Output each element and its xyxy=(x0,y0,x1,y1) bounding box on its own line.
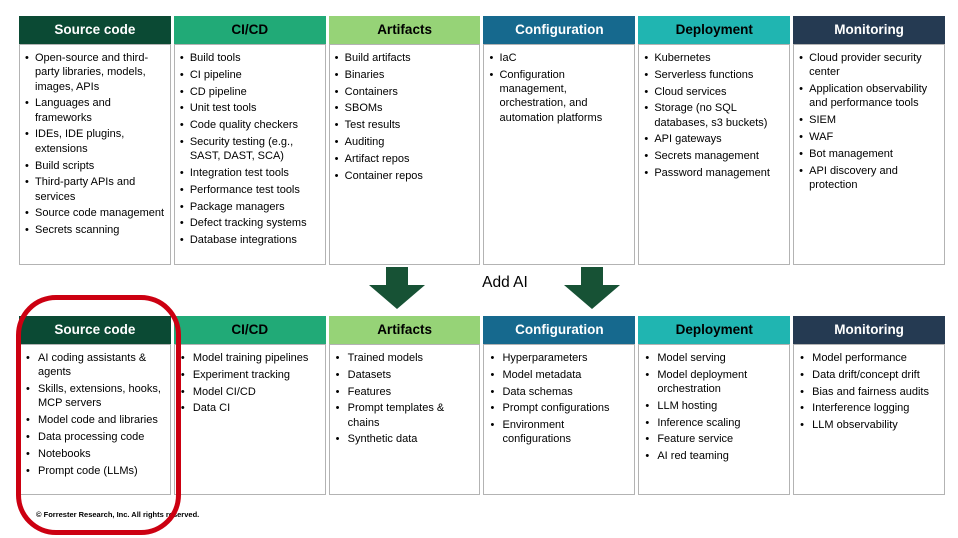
list-item: • Build tools xyxy=(178,51,323,65)
list-item: • Defect tracking systems xyxy=(178,216,323,230)
list-item: • Model code and libraries xyxy=(23,413,168,427)
list-item: • API discovery and protection xyxy=(797,164,942,193)
list-item: • Notebooks xyxy=(23,447,168,461)
list-item: • Languages and frameworks xyxy=(23,96,168,125)
column-bottom-configuration xyxy=(483,316,635,495)
column-top-deployment xyxy=(638,16,790,265)
list-item: • Trained models xyxy=(333,351,478,365)
list-item: • Storage (no SQL databases, s3 buckets) xyxy=(642,101,787,130)
list-item: • Secrets management xyxy=(642,149,787,163)
list-item: • API gateways xyxy=(642,132,787,146)
list-item: • Build artifacts xyxy=(333,51,478,65)
column-bottom-monitoring xyxy=(793,316,945,495)
list-item: • Database integrations xyxy=(178,233,323,247)
list-item: • LLM observability xyxy=(797,418,942,432)
list-item: • Containers xyxy=(333,85,478,99)
column-top-source-code xyxy=(19,16,171,265)
item-list xyxy=(174,344,326,495)
list-item: • Bot management xyxy=(797,147,942,161)
list-item: • WAF xyxy=(797,130,942,144)
list-item: • Interference logging xyxy=(797,401,942,415)
item-list xyxy=(329,44,481,265)
column-bottom-cicd xyxy=(174,316,326,495)
list-item: • Unit test tools xyxy=(178,101,323,115)
item-list xyxy=(19,344,171,495)
item-list xyxy=(483,44,635,265)
item-list xyxy=(638,344,790,495)
list-item: • Performance test tools xyxy=(178,183,323,197)
list-item: • Model CI/CD xyxy=(178,385,323,399)
list-item: • AI red teaming xyxy=(642,449,787,463)
list-item: • Data schemas xyxy=(487,385,632,399)
column-header: Artifacts xyxy=(329,316,481,344)
list-item: • Data CI xyxy=(178,401,323,415)
list-item: • Hyperparameters xyxy=(487,351,632,365)
item-list xyxy=(19,44,171,265)
list-item: • Package managers xyxy=(178,200,323,214)
column-header: Configuration xyxy=(483,316,635,344)
list-item: • Prompt configurations xyxy=(487,401,632,415)
list-item: • Feature service xyxy=(642,432,787,446)
list-item: • Model training pipelines xyxy=(178,351,323,365)
item-list xyxy=(638,44,790,265)
list-item: • Experiment tracking xyxy=(178,368,323,382)
list-item: • Environment configurations xyxy=(487,418,632,447)
column-bottom-deployment xyxy=(638,316,790,495)
list-item: • Datasets xyxy=(333,368,478,382)
item-list xyxy=(174,44,326,265)
down-arrow-icon xyxy=(369,267,425,309)
list-item: • Password management xyxy=(642,166,787,180)
column-header: Monitoring xyxy=(793,316,945,344)
list-item: • CD pipeline xyxy=(178,85,323,99)
list-item: • IaC xyxy=(487,51,632,65)
list-item: • Auditing xyxy=(333,135,478,149)
list-item: • Prompt templates & chains xyxy=(333,401,478,430)
list-item: • Prompt code (LLMs) xyxy=(23,464,168,478)
list-item: • Build scripts xyxy=(23,159,168,173)
list-item: • Kubernetes xyxy=(642,51,787,65)
column-header: Deployment xyxy=(638,16,790,44)
list-item: • Integration test tools xyxy=(178,166,323,180)
list-item: • Test results xyxy=(333,118,478,132)
column-top-configuration xyxy=(483,16,635,265)
list-item: • SIEM xyxy=(797,113,942,127)
list-item: • Source code management xyxy=(23,206,168,220)
column-header: CI/CD xyxy=(174,316,326,344)
list-item: • Secrets scanning xyxy=(23,223,168,237)
item-list xyxy=(793,44,945,265)
column-header: Monitoring xyxy=(793,16,945,44)
list-item: • Container repos xyxy=(333,169,478,183)
list-item: • Model deployment orchestration xyxy=(642,368,787,397)
column-top-cicd xyxy=(174,16,326,265)
list-item: • Bias and fairness audits xyxy=(797,385,942,399)
list-item: • Artifact repos xyxy=(333,152,478,166)
list-item: • Third-party APIs and services xyxy=(23,175,168,204)
item-list xyxy=(793,344,945,495)
pre-ai-toolchain-row xyxy=(19,16,945,265)
list-item: • Inference scaling xyxy=(642,416,787,430)
list-item: • Model performance xyxy=(797,351,942,365)
column-header: Configuration xyxy=(483,16,635,44)
list-item: • Open-source and third-party libraries, models, images, APIs xyxy=(23,51,168,94)
list-item: • LLM hosting xyxy=(642,399,787,413)
item-list xyxy=(329,344,481,495)
list-item: • Skills, extensions, hooks, MCP servers xyxy=(23,382,168,411)
item-list xyxy=(483,344,635,495)
list-item: • Cloud provider security center xyxy=(797,51,942,80)
list-item: • Configuration management, orchestration, and automation platforms xyxy=(487,68,632,125)
list-item: • Model serving xyxy=(642,351,787,365)
column-header: CI/CD xyxy=(174,16,326,44)
list-item: • IDEs, IDE plugins, extensions xyxy=(23,127,168,156)
list-item: • Code quality checkers xyxy=(178,118,323,132)
column-header: Source code xyxy=(19,316,171,344)
list-item: • Features xyxy=(333,385,478,399)
list-item: • Data drift/concept drift xyxy=(797,368,942,382)
column-header: Source code xyxy=(19,16,171,44)
list-item: • AI coding assistants & agents xyxy=(23,351,168,380)
list-item: • CI pipeline xyxy=(178,68,323,82)
column-top-monitoring xyxy=(793,16,945,265)
add-ai-label: Add AI xyxy=(482,274,528,291)
list-item: • Model metadata xyxy=(487,368,632,382)
list-item: • Application observability and performance tools xyxy=(797,82,942,111)
list-item: • SBOMs xyxy=(333,101,478,115)
column-bottom-source-code xyxy=(19,316,171,495)
copyright-text: © Forrester Research, Inc. All rights reserved. xyxy=(36,510,200,519)
list-item: • Security testing (e.g., SAST, DAST, SCA) xyxy=(178,135,323,164)
list-item: • Binaries xyxy=(333,68,478,82)
list-item: • Synthetic data xyxy=(333,432,478,446)
column-header: Artifacts xyxy=(329,16,481,44)
list-item: • Cloud services xyxy=(642,85,787,99)
down-arrow-icon xyxy=(564,267,620,309)
column-bottom-artifacts xyxy=(329,316,481,495)
list-item: • Data processing code xyxy=(23,430,168,444)
list-item: • Serverless functions xyxy=(642,68,787,82)
ai-toolchain-row xyxy=(19,316,945,495)
column-header: Deployment xyxy=(638,316,790,344)
column-top-artifacts xyxy=(329,16,481,265)
